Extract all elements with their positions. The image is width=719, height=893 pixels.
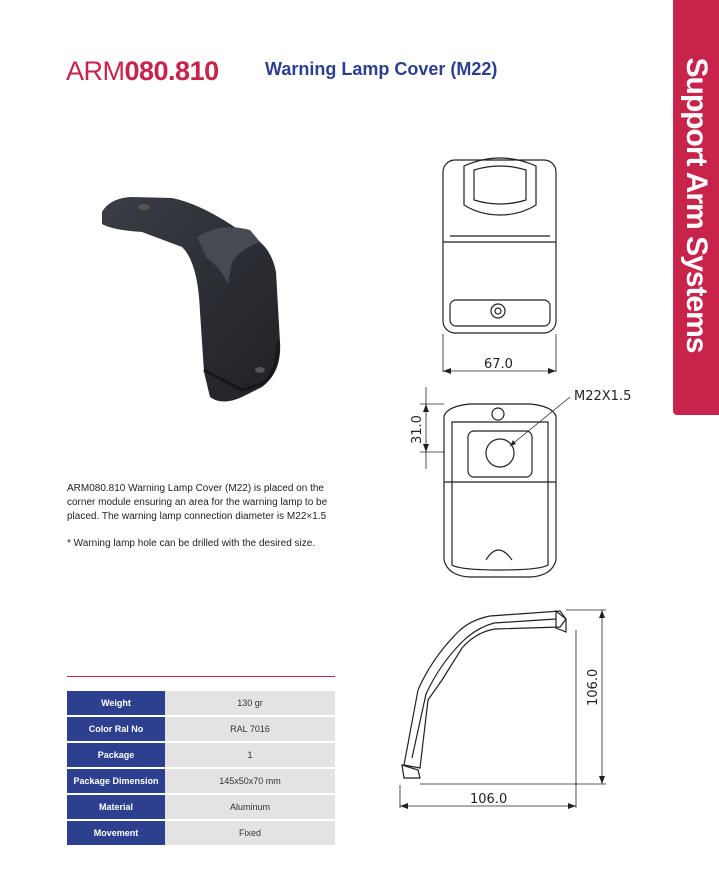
- top-view-drawing: [420, 387, 570, 577]
- side-width-dimension: 106.0: [470, 792, 508, 807]
- spec-row-material: [67, 795, 335, 819]
- top-depth-dimension: 31.0: [410, 415, 425, 444]
- spec-row-package: [67, 743, 335, 767]
- spec-table: [67, 689, 335, 847]
- spec-label: Material: [67, 795, 165, 819]
- side-tab-label: Support Arm Systems: [680, 57, 713, 353]
- description-paragraph: ARM080.810 Warning Lamp Cover (M22) is placed on the corner module ensuring an area for the warning lamp to be placed. The warning lamp connection diameter is M22×1.5: [67, 483, 328, 522]
- spec-value: RAL 7016: [165, 717, 335, 741]
- front-view-drawing: [443, 158, 556, 372]
- spec-value: Fixed: [165, 821, 335, 845]
- spec-row-movement: [67, 821, 335, 845]
- front-width-dimension: 67.0: [484, 357, 513, 372]
- spec-row-color: [67, 717, 335, 741]
- spec-value: 145x50x70 mm: [165, 769, 335, 793]
- spec-label: Package Dimension: [67, 769, 165, 793]
- spec-row-package-dimension: [67, 769, 335, 793]
- description-note: * Warning lamp hole can be drilled with the desired size.: [67, 538, 316, 549]
- product-code-number: 080.810: [124, 56, 219, 86]
- side-height-dimension: 106.0: [586, 668, 601, 706]
- spec-value: 130 gr: [165, 691, 335, 715]
- thread-callout: M22X1.5: [574, 389, 632, 404]
- spec-label: Weight: [67, 691, 165, 715]
- product-code-prefix: ARM: [66, 56, 125, 86]
- spec-label: Package: [67, 743, 165, 767]
- spec-value: Aluminum: [165, 795, 335, 819]
- spec-value: 1: [165, 743, 335, 767]
- spec-label: Movement: [67, 821, 165, 845]
- divider: [67, 676, 335, 677]
- spec-row-weight: [67, 691, 335, 715]
- product-title: Warning Lamp Cover (M22): [265, 59, 498, 79]
- spec-label: Color Ral No: [67, 717, 165, 741]
- side-view-drawing: [400, 610, 606, 808]
